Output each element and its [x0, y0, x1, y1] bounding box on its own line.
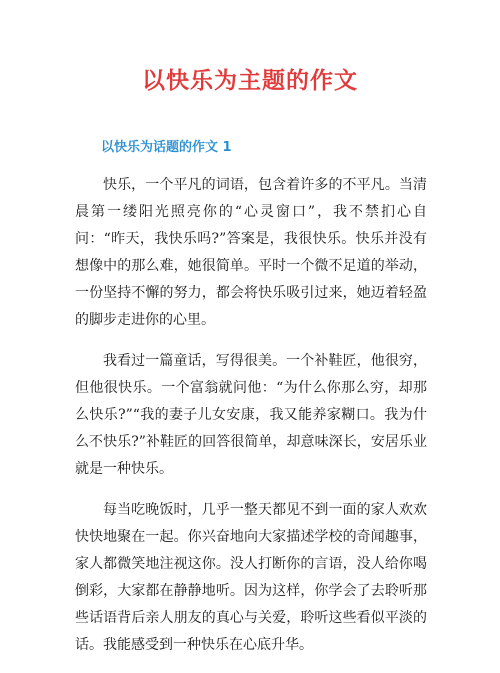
- paragraph-2: 我看过一篇童话，写得很美。一个补鞋匠，他很穷，但他很快乐。一个富翁就问他：“为什么你那么穷，却那么快乐?”“我的妻子儿女安康，我又能养家糊口。我为什么不快乐?”补鞋匠的回答很简单，却意味深长，安居乐业就是一种快乐。: [75, 353, 427, 477]
- paragraph-1: 快乐，一个平凡的词语，包含着许多的不平凡。当清晨第一缕阳光照亮你的“心灵窗口”，我不禁扪心自问：“昨天，我快乐吗?”答案是，我很快乐。快乐并没有想像中的那么难，她很简单。平时一个微不足道的举动，一份坚持不懈的努力，都会将快乐吸引过来，她迈着轻盈的脚步走进你的心里。: [75, 177, 427, 328]
- document-title: 以快乐为主题的作文: [142, 68, 358, 94]
- section-heading: 以快乐为话题的作文 1: [101, 140, 232, 155]
- paragraph-3: 每当吃晚饭时，几乎一整天都见不到一面的家人欢欢快快地聚在一起。你兴奋地向大家描述学校的奇闻趣事，家人都微笑地注视这你。没人打断你的言语，没人给你喝倒彩，大家都在静静地听。因为这样，你学会了去聆听那些话语背后亲人朋友的真心与关爱，聆听这些看似平淡的话。我能感受到一种快乐在心底升华。: [75, 502, 427, 653]
- essay-body: [75, 172, 427, 673]
